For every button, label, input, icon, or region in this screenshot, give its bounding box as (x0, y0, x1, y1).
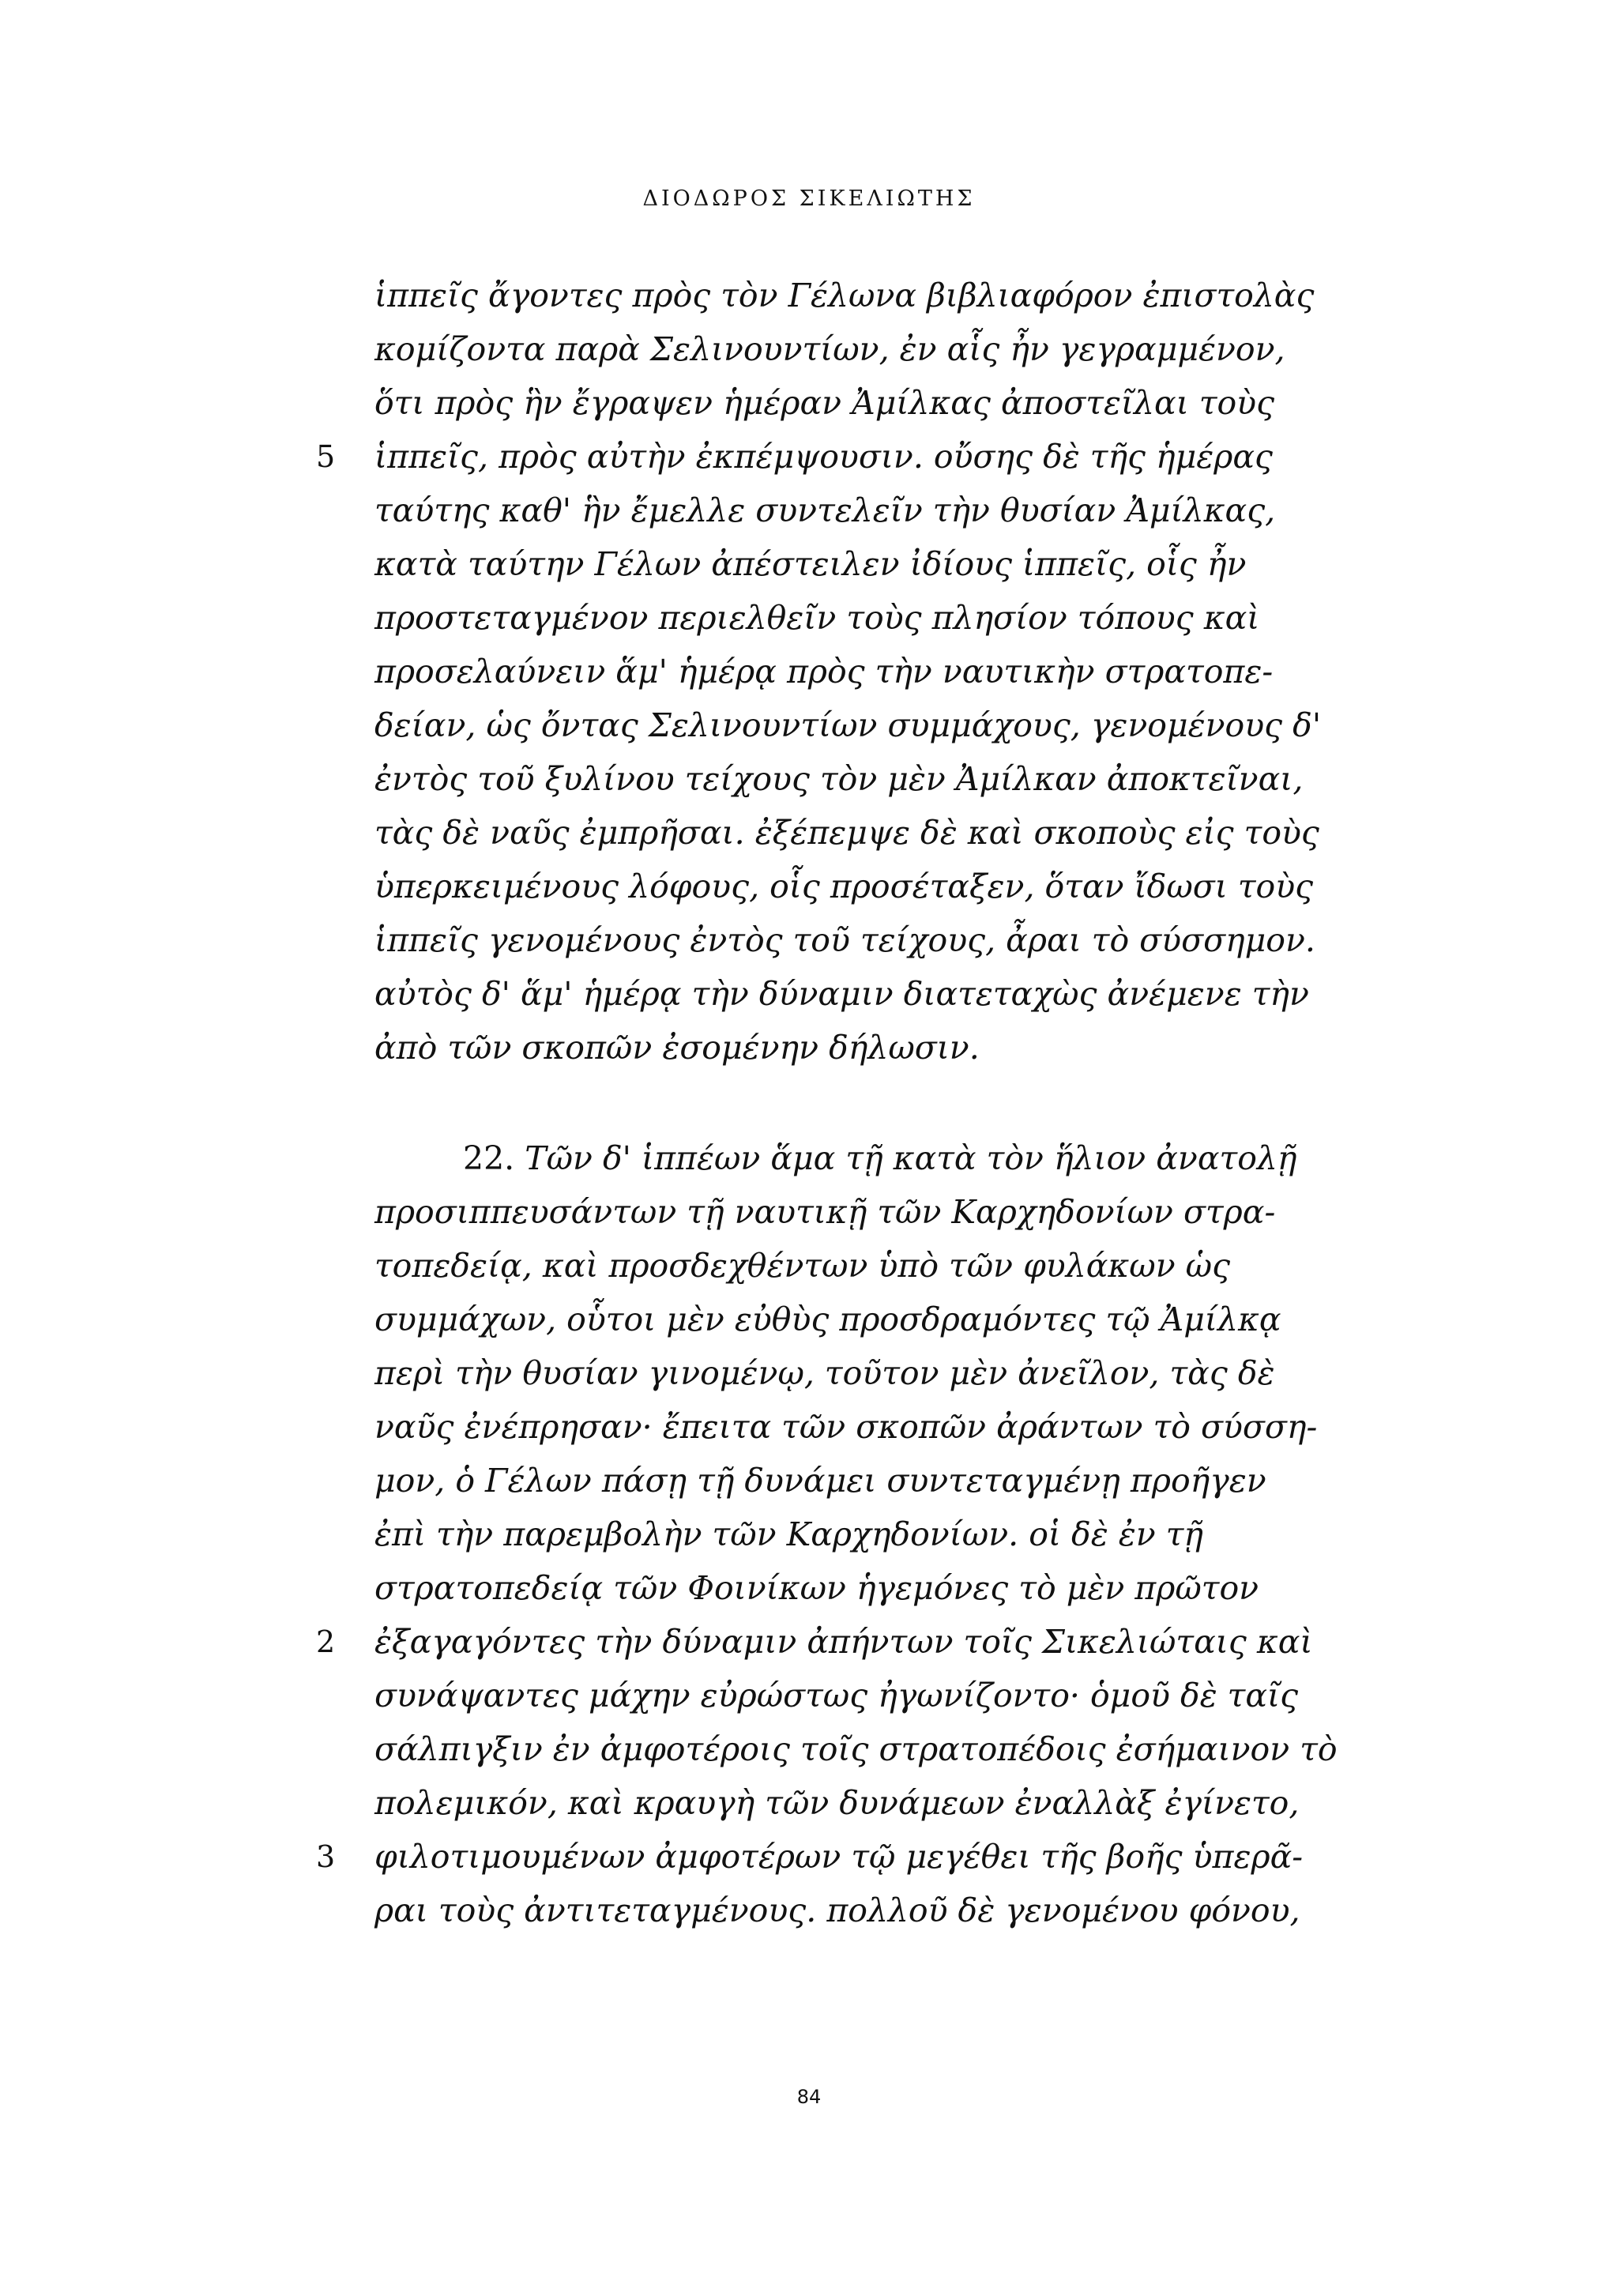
text-line: ταύτης καθ' ἣν ἔμελλε συντελεῖν τὴν θυσίαν Ἀμίλκας, (374, 491, 1276, 529)
text-line: ὑπερκειμένους λόφους, οἷς προσέταξεν, ὅταν ἴδωσι τοὺς (374, 868, 1314, 905)
text-line: ἀπὸ τῶν σκοπῶν ἐσομένην δήλωσιν. (374, 1029, 980, 1067)
text-line: ἱππεῖς, πρὸς αὐτὴν ἐκπέμψουσιν. οὔσης δὲ τῆς ἡμέρας (374, 438, 1273, 476)
text-line-first (374, 1131, 1297, 1185)
text-line: ἐξαγαγόντες τὴν δύναμιν ἀπήντων τοῖς Σικελιώταις καὶ (374, 1623, 1313, 1661)
text-line: σάλπιγξιν ἐν ἀμφοτέροις τοῖς στρατοπέδοις ἐσήμαινον τὸ (374, 1730, 1338, 1768)
text-line: ναῦς ἐνέπρησαν· ἔπειτα τῶν σκοπῶν ἀράντων τὸ σύσση- (374, 1408, 1318, 1446)
text-line: κομίζοντα παρὰ Σελινουντίων, ἐν αἷς ἦν γεγραμμένον, (374, 330, 1285, 368)
text-line: περὶ τὴν θυσίαν γινομένῳ, τοῦτον μὲν ἀνεῖλον, τὰς δὲ (374, 1354, 1275, 1392)
text-line: προστεταγμένον περιελθεῖν τοὺς πλησίον τόπους καὶ (374, 599, 1260, 637)
text-line: ἐντὸς τοῦ ξυλίνου τείχους τὸν μὲν Ἀμίλκαν ἀποκτεῖναι, (374, 760, 1304, 798)
margin-line-number: 2 (316, 1624, 336, 1659)
text-line: αὐτὸς δ' ἅμ' ἡμέρᾳ τὴν δύναμιν διατεταχὼς ἀνέμενε τὴν (374, 975, 1309, 1013)
paragraph-21-continuation (374, 269, 1322, 1075)
running-title: ΔΙΟΔΩΡΟΣ ΣΙΚΕΛΙΩΤΗΣ (642, 186, 976, 211)
text-line: συνάψαντες μάχην εὐρώστως ἠγωνίζοντο· ὁμοῦ δὲ ταῖς (374, 1677, 1299, 1714)
text-line: συμμάχων, οὗτοι μὲν εὐθὺς προσδραμόντες τῷ Ἀμίλκᾳ (374, 1300, 1281, 1338)
text-line: φιλοτιμουμένων ἀμφοτέρων τῷ μεγέθει τῆς βοῆς ὑπερᾶ- (374, 1838, 1304, 1876)
text-line: προσιππευσάντων τῇ ναυτικῇ τῶν Καρχηδονίων στρα- (374, 1193, 1276, 1231)
first-line-text: Τῶν δ' ἱππέων ἅμα τῇ κατὰ τὸν ἥλιον ἀνατολῇ (525, 1139, 1297, 1177)
text-line: πολεμικόν, καὶ κραυγὴ τῶν δυνάμεων ἐναλλὰξ ἐγίνετο, (374, 1784, 1300, 1822)
paragraph-22 (374, 1131, 1338, 1937)
margin-line-number: 5 (316, 439, 336, 474)
page-number: 84 (796, 2086, 822, 2108)
text-line: τοπεδείᾳ, καὶ προσδεχθέντων ὑπὸ τῶν φυλάκων ὡς (374, 1247, 1231, 1285)
text-line: ὅτι πρὸς ἣν ἔγραψεν ἡμέραν Ἀμίλκας ἀποστεῖλαι τοὺς (374, 384, 1275, 422)
text-line: ραι τοὺς ἀντιτεταγμένους. πολλοῦ δὲ γενομένου φόνου, (374, 1891, 1300, 1929)
margin-line-number: 3 (316, 1839, 336, 1874)
text-line: τὰς δὲ ναῦς ἐμπρῆσαι. ἐξέπεμψε δὲ καὶ σκοποὺς εἰς τοὺς (374, 814, 1319, 852)
text-line: ἱππεῖς ἄγοντες πρὸς τὸν Γέλωνα βιβλιαφόρον ἐπιστολὰς (374, 277, 1315, 314)
text-line: προσελαύνειν ἅμ' ἡμέρᾳ πρὸς τὴν ναυτικὴν στρατοπε- (374, 653, 1274, 691)
text-line: κατὰ ταύτην Γέλων ἀπέστειλεν ἰδίους ἱππεῖς, οἷς ἦν (374, 545, 1247, 583)
text-line: δείαν, ὡς ὄντας Σελινουντίων συμμάχους, γενομένους δ' (374, 706, 1322, 744)
text-line: ἱππεῖς γενομένους ἐντὸς τοῦ τείχους, ἆραι τὸ σύσσημον. (374, 921, 1315, 959)
text-line: ἐπὶ τὴν παρεμβολὴν τῶν Καρχηδονίων. οἱ δὲ ἐν τῇ (374, 1515, 1203, 1553)
text-line: μον, ὁ Γέλων πάσῃ τῇ δυνάμει συντεταγμένῃ προῆγεν (374, 1462, 1266, 1500)
text-line: στρατοπεδείᾳ τῶν Φοινίκων ἡγεμόνες τὸ μὲν πρῶτον (374, 1569, 1259, 1607)
section-number: 22. (463, 1139, 515, 1177)
